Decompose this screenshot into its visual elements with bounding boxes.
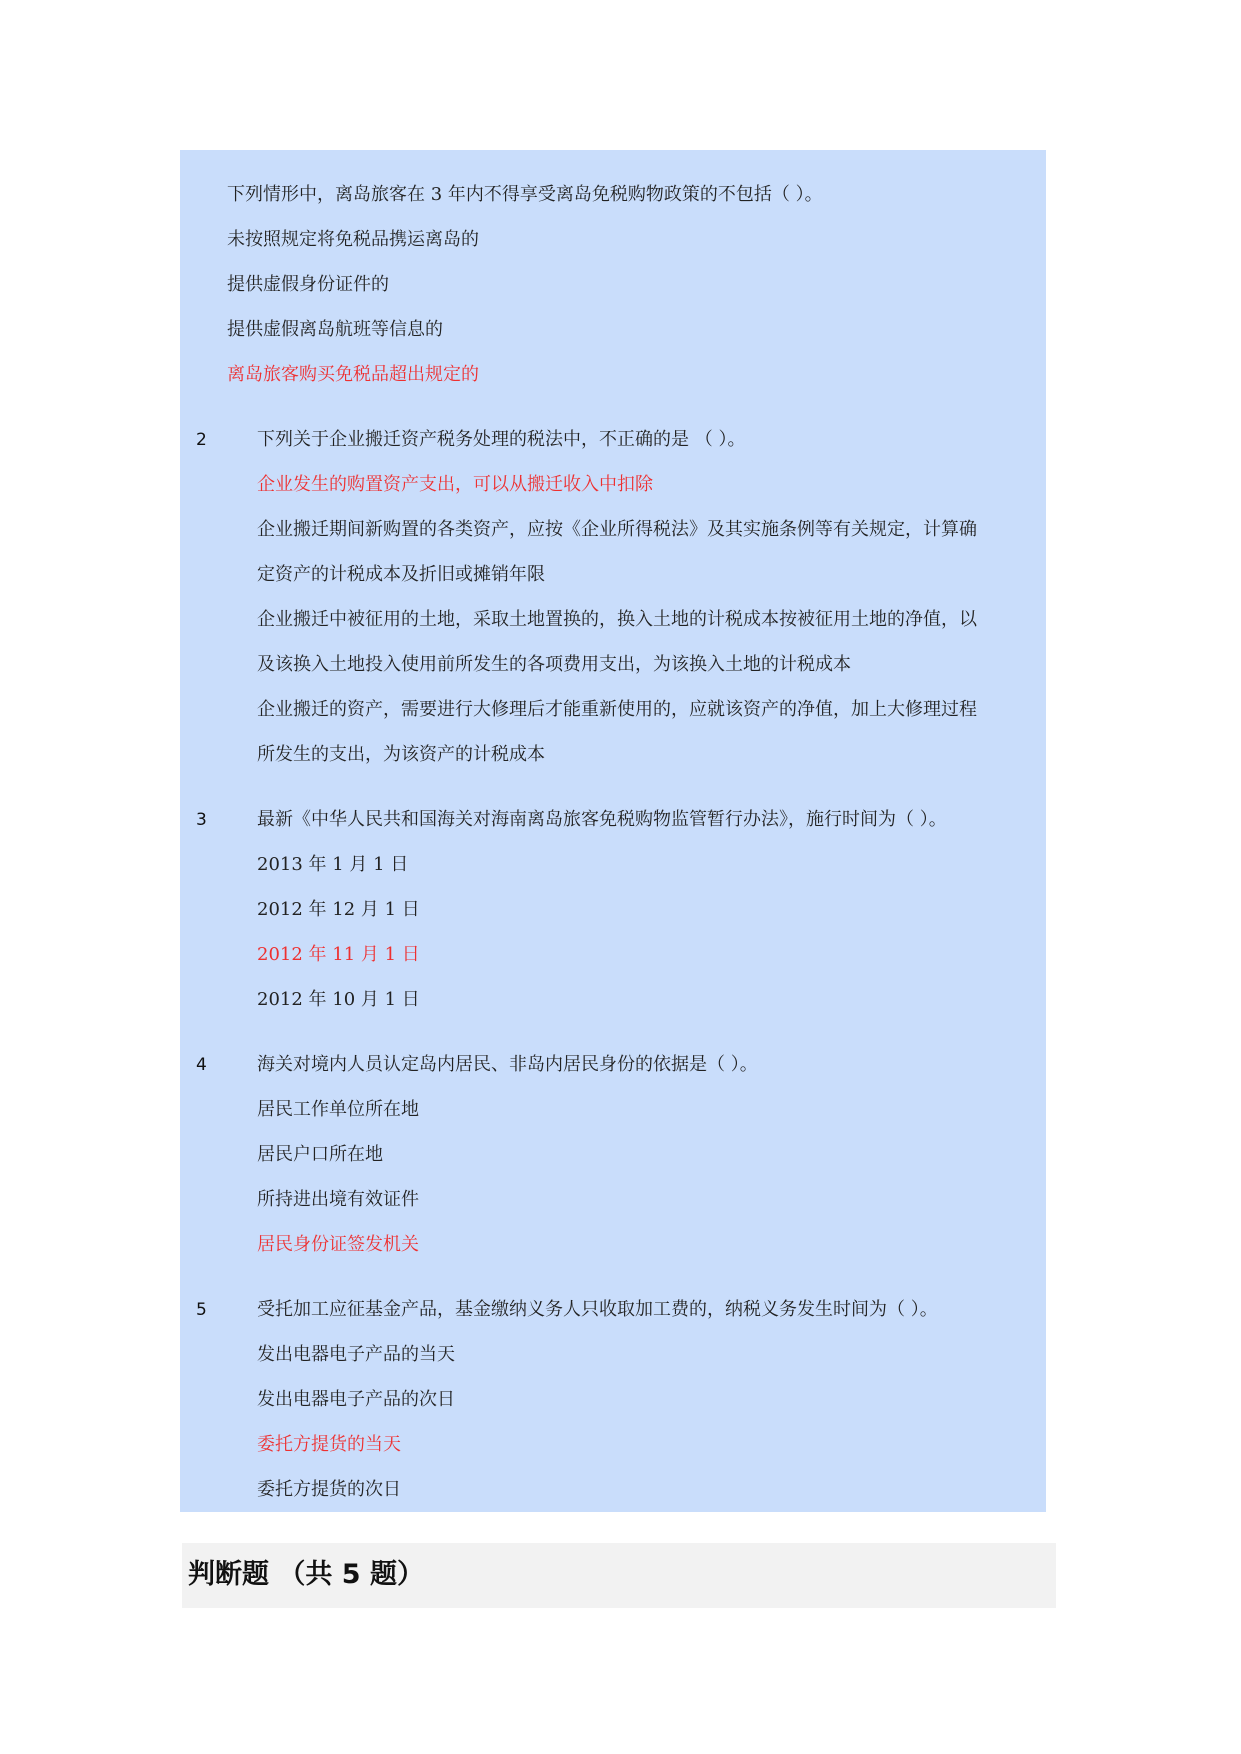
answer-option: 及该换入土地投入使用前所发生的各项费用支出，为该换入土地的计税成本 bbox=[257, 654, 851, 675]
answer-option: 提供虚假离岛航班等信息的 bbox=[227, 319, 443, 340]
question-number: 2 bbox=[196, 430, 207, 450]
answer-option-correct: 2012 年 11 月 1 日 bbox=[257, 944, 420, 965]
question-number: 5 bbox=[196, 1300, 207, 1320]
answer-option: 委托方提货的次日 bbox=[257, 1479, 401, 1500]
answer-option: 企业搬迁中被征用的土地，采取土地置换的，换入土地的计税成本按被征用土地的净值，以 bbox=[257, 609, 977, 630]
answer-option-correct: 企业发生的购置资产支出，可以从搬迁收入中扣除 bbox=[257, 474, 653, 495]
answer-option: 企业搬迁的资产，需要进行大修理后才能重新使用的，应就该资产的净值，加上大修理过程 bbox=[257, 699, 977, 720]
question-stem: 下列情形中，离岛旅客在 3 年内不得享受离岛免税购物政策的不包括（ ）。 bbox=[227, 184, 823, 205]
quiz-panel bbox=[180, 150, 1046, 1512]
section-title: 判断题 （共 5 题） bbox=[188, 1559, 424, 1590]
answer-option: 未按照规定将免税品携运离岛的 bbox=[227, 229, 479, 250]
answer-option: 发出电器电子产品的当天 bbox=[257, 1344, 455, 1365]
question-stem: 受托加工应征基金产品，基金缴纳义务人只收取加工费的，纳税义务发生时间为（ ）。 bbox=[257, 1299, 938, 1320]
answer-option-correct: 居民身份证签发机关 bbox=[257, 1234, 419, 1255]
answer-option: 2013 年 1 月 1 日 bbox=[257, 854, 409, 875]
answer-option: 提供虚假身份证件的 bbox=[227, 274, 389, 295]
question-number: 4 bbox=[196, 1055, 207, 1075]
answer-option: 定资产的计税成本及折旧或摊销年限 bbox=[257, 564, 545, 585]
answer-option: 2012 年 10 月 1 日 bbox=[257, 989, 420, 1010]
answer-option: 2012 年 12 月 1 日 bbox=[257, 899, 420, 920]
answer-option: 所发生的支出，为该资产的计税成本 bbox=[257, 744, 545, 765]
question-stem: 最新《中华人民共和国海关对海南离岛旅客免税购物监管暂行办法》，施行时间为（ ）。 bbox=[257, 809, 947, 830]
answer-option: 所持进出境有效证件 bbox=[257, 1189, 419, 1210]
answer-option: 企业搬迁期间新购置的各类资产，应按《企业所得税法》及其实施条例等有关规定，计算确 bbox=[257, 519, 977, 540]
question-stem: 下列关于企业搬迁资产税务处理的税法中，不正确的是 （ ）。 bbox=[257, 429, 746, 450]
section-header bbox=[182, 1543, 1056, 1608]
answer-option-correct: 离岛旅客购买免税品超出规定的 bbox=[227, 364, 479, 385]
question-number: 3 bbox=[196, 810, 207, 830]
answer-option: 发出电器电子产品的次日 bbox=[257, 1389, 455, 1410]
answer-option-correct: 委托方提货的当天 bbox=[257, 1434, 401, 1455]
question-stem: 海关对境内人员认定岛内居民、非岛内居民身份的依据是（ ）。 bbox=[257, 1054, 758, 1075]
answer-option: 居民工作单位所在地 bbox=[257, 1099, 419, 1120]
answer-option: 居民户口所在地 bbox=[257, 1144, 383, 1165]
